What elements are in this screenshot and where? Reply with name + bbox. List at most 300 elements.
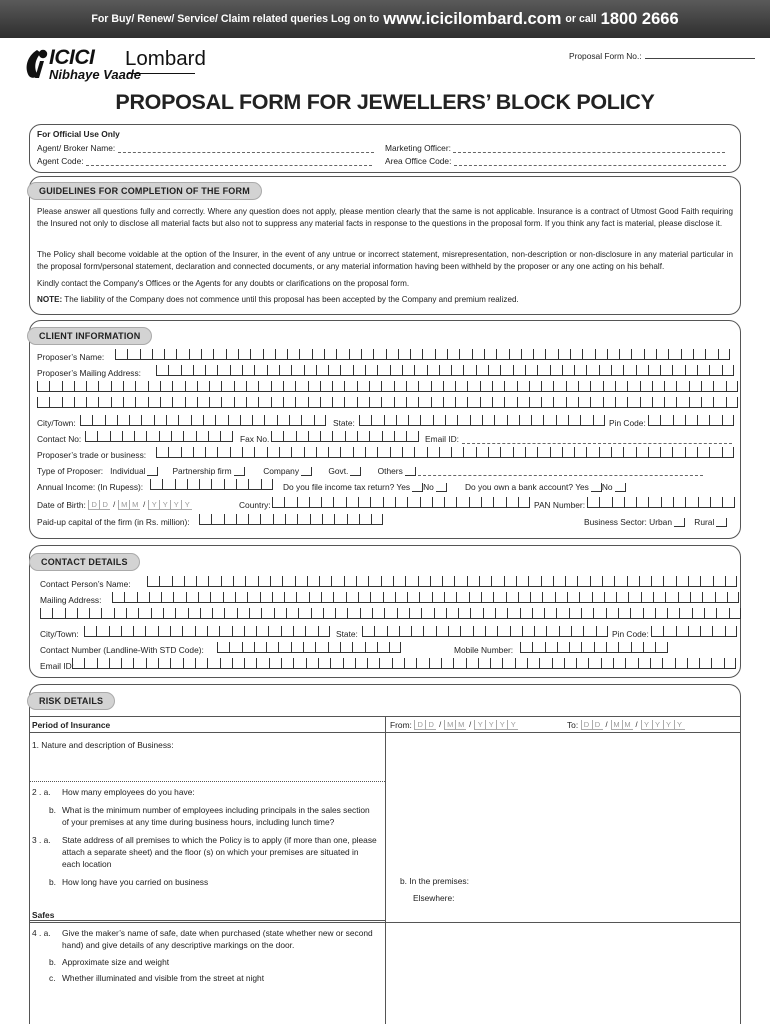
char-box[interactable]	[178, 415, 190, 426]
char-box[interactable]	[687, 658, 699, 669]
char-box[interactable]	[223, 592, 235, 603]
char-box[interactable]	[488, 365, 500, 376]
char-box[interactable]	[355, 658, 367, 669]
char-box[interactable]	[643, 642, 655, 653]
char-box[interactable]	[212, 608, 224, 619]
contact-mailing-boxes-1[interactable]	[112, 592, 739, 603]
char-box[interactable]	[226, 349, 238, 360]
char-box[interactable]	[685, 415, 697, 426]
char-box[interactable]	[407, 497, 419, 508]
char-box[interactable]	[160, 381, 172, 392]
char-box[interactable]	[652, 381, 664, 392]
char-box[interactable]	[491, 576, 503, 587]
char-box[interactable]	[710, 497, 722, 508]
char-box[interactable]	[353, 447, 365, 458]
char-box[interactable]	[359, 514, 371, 525]
char-box[interactable]	[652, 397, 664, 408]
char-box[interactable]	[663, 626, 675, 637]
char-box[interactable]	[331, 576, 343, 587]
char-box[interactable]	[406, 431, 418, 442]
char-box[interactable]	[381, 576, 393, 587]
char-box[interactable]	[397, 608, 409, 619]
char-box[interactable]	[555, 592, 567, 603]
char-box[interactable]	[527, 658, 539, 669]
char-box[interactable]	[504, 381, 516, 392]
char-box[interactable]	[311, 608, 323, 619]
char-box[interactable]	[332, 397, 344, 408]
char-box[interactable]	[408, 415, 420, 426]
char-box[interactable]	[578, 397, 590, 408]
bank-yes-checkbox[interactable]	[591, 483, 602, 492]
char-box[interactable]	[550, 447, 562, 458]
char-box[interactable]	[596, 626, 608, 637]
char-box[interactable]	[447, 349, 459, 360]
char-box[interactable]	[576, 658, 588, 669]
char-box[interactable]	[172, 397, 184, 408]
char-box[interactable]	[643, 608, 655, 619]
char-box[interactable]	[304, 447, 316, 458]
char-box[interactable]	[722, 497, 734, 508]
char-box[interactable]	[319, 576, 331, 587]
char-box[interactable]	[541, 576, 553, 587]
char-box[interactable]	[74, 381, 86, 392]
char-box[interactable]	[484, 349, 496, 360]
char-box[interactable]	[156, 447, 168, 458]
char-box[interactable]	[77, 608, 89, 619]
char-box[interactable]	[507, 415, 519, 426]
char-box[interactable]	[340, 365, 352, 376]
char-box[interactable]	[614, 576, 626, 587]
char-box[interactable]	[109, 626, 121, 637]
char-box[interactable]	[402, 447, 414, 458]
char-box[interactable]	[316, 447, 328, 458]
char-box[interactable]	[306, 658, 318, 669]
char-box[interactable]	[581, 642, 593, 653]
char-box[interactable]	[603, 397, 615, 408]
char-box[interactable]	[725, 626, 737, 637]
char-box[interactable]	[137, 592, 149, 603]
char-box[interactable]	[432, 497, 444, 508]
char-box[interactable]	[430, 576, 442, 587]
char-box[interactable]	[569, 608, 581, 619]
char-box[interactable]	[445, 415, 457, 426]
char-box[interactable]	[586, 365, 598, 376]
char-box[interactable]	[358, 497, 370, 508]
char-box[interactable]	[263, 349, 275, 360]
char-box[interactable]	[361, 349, 373, 360]
char-box[interactable]	[556, 608, 568, 619]
char-box[interactable]	[96, 626, 108, 637]
contact-state-boxes[interactable]	[362, 626, 608, 637]
char-box[interactable]	[254, 365, 266, 376]
char-box[interactable]	[278, 642, 290, 653]
char-box[interactable]	[533, 349, 545, 360]
char-box[interactable]	[542, 592, 554, 603]
char-box[interactable]	[250, 349, 262, 360]
char-box[interactable]	[209, 397, 221, 408]
char-box[interactable]	[519, 415, 531, 426]
char-box[interactable]	[689, 381, 701, 392]
char-box[interactable]	[172, 576, 184, 587]
char-box[interactable]	[183, 658, 195, 669]
char-box[interactable]	[386, 349, 398, 360]
char-box[interactable]	[242, 642, 254, 653]
char-box[interactable]	[340, 642, 352, 653]
char-box[interactable]	[213, 349, 225, 360]
char-box[interactable]	[170, 658, 182, 669]
char-box[interactable]	[395, 497, 407, 508]
char-box[interactable]	[148, 381, 160, 392]
char-box[interactable]	[237, 608, 249, 619]
char-box[interactable]	[516, 576, 528, 587]
char-box[interactable]	[562, 447, 574, 458]
char-box[interactable]	[566, 397, 578, 408]
char-box[interactable]	[711, 658, 723, 669]
char-box[interactable]	[705, 349, 717, 360]
char-box[interactable]	[476, 447, 488, 458]
char-box[interactable]	[566, 381, 578, 392]
char-box[interactable]	[148, 397, 160, 408]
char-box[interactable]	[249, 608, 261, 619]
trade-boxes[interactable]	[156, 447, 734, 458]
char-box[interactable]	[571, 626, 583, 637]
char-box[interactable]	[502, 658, 514, 669]
char-box[interactable]	[613, 658, 625, 669]
char-box[interactable]	[145, 626, 157, 637]
char-box[interactable]	[230, 447, 242, 458]
char-box[interactable]	[154, 415, 166, 426]
char-box[interactable]	[436, 626, 448, 637]
char-box[interactable]	[111, 381, 123, 392]
char-box[interactable]	[297, 514, 309, 525]
char-box[interactable]	[532, 642, 544, 653]
char-box[interactable]	[248, 479, 260, 490]
char-box[interactable]	[520, 608, 532, 619]
char-box[interactable]	[590, 381, 602, 392]
char-box[interactable]	[371, 514, 383, 525]
char-box[interactable]	[344, 381, 356, 392]
char-box[interactable]	[709, 365, 721, 376]
char-box[interactable]	[219, 626, 231, 637]
char-box[interactable]	[420, 497, 432, 508]
tax-no-checkbox[interactable]	[436, 483, 447, 492]
char-box[interactable]	[441, 658, 453, 669]
char-box[interactable]	[109, 658, 121, 669]
char-box[interactable]	[295, 576, 307, 587]
char-box[interactable]	[362, 626, 374, 637]
char-box[interactable]	[80, 415, 92, 426]
char-box[interactable]	[593, 415, 605, 426]
char-box[interactable]	[330, 658, 342, 669]
char-box[interactable]	[592, 592, 604, 603]
char-box[interactable]	[346, 592, 358, 603]
char-box[interactable]	[229, 642, 241, 653]
char-box[interactable]	[460, 626, 472, 637]
char-box[interactable]	[193, 447, 205, 458]
char-box[interactable]	[147, 576, 159, 587]
char-box[interactable]	[612, 497, 624, 508]
char-box[interactable]	[392, 658, 404, 669]
char-box[interactable]	[285, 514, 297, 525]
char-box[interactable]	[353, 365, 365, 376]
char-box[interactable]	[233, 576, 245, 587]
char-box[interactable]	[494, 415, 506, 426]
char-box[interactable]	[588, 658, 600, 669]
char-box[interactable]	[525, 447, 537, 458]
char-box[interactable]	[283, 397, 295, 408]
char-box[interactable]	[470, 608, 482, 619]
char-box[interactable]	[398, 349, 410, 360]
char-box[interactable]	[256, 658, 268, 669]
char-box[interactable]	[97, 431, 109, 442]
char-box[interactable]	[463, 447, 475, 458]
char-box[interactable]	[636, 365, 648, 376]
char-box[interactable]	[310, 514, 322, 525]
char-box[interactable]	[101, 608, 113, 619]
char-box[interactable]	[410, 349, 422, 360]
char-box[interactable]	[207, 658, 219, 669]
char-box[interactable]	[321, 592, 333, 603]
char-box[interactable]	[382, 431, 394, 442]
char-box[interactable]	[258, 576, 270, 587]
char-box[interactable]	[381, 397, 393, 408]
char-box[interactable]	[443, 397, 455, 408]
char-box[interactable]	[404, 658, 416, 669]
char-box[interactable]	[161, 592, 173, 603]
char-box[interactable]	[122, 431, 134, 442]
char-box[interactable]	[729, 608, 741, 619]
char-box[interactable]	[466, 658, 478, 669]
char-box[interactable]	[252, 415, 264, 426]
char-box[interactable]	[279, 365, 291, 376]
char-box[interactable]	[434, 608, 446, 619]
char-box[interactable]	[384, 415, 396, 426]
char-box[interactable]	[453, 658, 465, 669]
char-box[interactable]	[500, 365, 512, 376]
char-box[interactable]	[365, 447, 377, 458]
agent-name-field[interactable]	[118, 145, 374, 153]
char-box[interactable]	[232, 658, 244, 669]
char-box[interactable]	[673, 415, 685, 426]
char-box[interactable]	[309, 497, 321, 508]
char-box[interactable]	[372, 608, 384, 619]
char-box[interactable]	[727, 592, 739, 603]
char-box[interactable]	[370, 497, 382, 508]
char-box[interactable]	[347, 608, 359, 619]
char-box[interactable]	[656, 349, 668, 360]
char-box[interactable]	[660, 365, 672, 376]
char-box[interactable]	[374, 626, 386, 637]
char-box[interactable]	[636, 497, 648, 508]
char-box[interactable]	[84, 626, 96, 637]
char-box[interactable]	[158, 626, 170, 637]
contact-no-boxes[interactable]	[85, 431, 233, 442]
tax-yes-checkbox[interactable]	[412, 483, 423, 492]
char-box[interactable]	[423, 626, 435, 637]
char-box[interactable]	[333, 497, 345, 508]
char-box[interactable]	[661, 497, 673, 508]
char-box[interactable]	[98, 397, 110, 408]
char-box[interactable]	[173, 592, 185, 603]
char-box[interactable]	[667, 608, 679, 619]
char-box[interactable]	[318, 658, 330, 669]
char-box[interactable]	[37, 397, 49, 408]
char-box[interactable]	[246, 381, 258, 392]
char-box[interactable]	[175, 479, 187, 490]
proposer-name-boxes[interactable]	[115, 349, 730, 360]
char-box[interactable]	[504, 397, 516, 408]
char-box[interactable]	[467, 397, 479, 408]
char-box[interactable]	[628, 592, 640, 603]
char-box[interactable]	[470, 415, 482, 426]
char-box[interactable]	[418, 576, 430, 587]
char-box[interactable]	[271, 431, 283, 442]
char-box[interactable]	[579, 592, 591, 603]
char-box[interactable]	[624, 497, 636, 508]
char-box[interactable]	[220, 658, 232, 669]
char-box[interactable]	[663, 576, 675, 587]
char-box[interactable]	[134, 431, 146, 442]
char-box[interactable]	[627, 397, 639, 408]
from-date-boxes[interactable]: D D / M M / Y Y Y Y	[414, 720, 518, 730]
char-box[interactable]	[394, 397, 406, 408]
char-box[interactable]	[402, 365, 414, 376]
char-box[interactable]	[381, 381, 393, 392]
to-date-boxes[interactable]: D D / M M / Y Y Y Y	[581, 720, 685, 730]
char-box[interactable]	[522, 626, 534, 637]
char-box[interactable]	[279, 447, 291, 458]
char-box[interactable]	[406, 381, 418, 392]
char-box[interactable]	[688, 576, 700, 587]
char-box[interactable]	[248, 514, 260, 525]
char-box[interactable]	[185, 381, 197, 392]
char-box[interactable]	[479, 576, 491, 587]
char-box[interactable]	[697, 365, 709, 376]
char-box[interactable]	[320, 431, 332, 442]
char-box[interactable]	[208, 431, 220, 442]
char-box[interactable]	[689, 397, 701, 408]
char-box[interactable]	[648, 447, 660, 458]
char-box[interactable]	[537, 447, 549, 458]
char-box[interactable]	[482, 415, 494, 426]
char-box[interactable]	[274, 608, 286, 619]
char-box[interactable]	[544, 608, 556, 619]
char-box[interactable]	[84, 658, 96, 669]
char-box[interactable]	[603, 381, 615, 392]
char-box[interactable]	[277, 415, 289, 426]
char-box[interactable]	[234, 381, 246, 392]
mailing-boxes-1[interactable]	[156, 365, 734, 376]
char-box[interactable]	[383, 497, 395, 508]
char-box[interactable]	[407, 592, 419, 603]
char-box[interactable]	[616, 592, 628, 603]
char-box[interactable]	[291, 365, 303, 376]
char-box[interactable]	[416, 658, 428, 669]
char-box[interactable]	[618, 608, 630, 619]
char-box[interactable]	[369, 431, 381, 442]
char-box[interactable]	[678, 592, 690, 603]
char-box[interactable]	[291, 447, 303, 458]
char-box[interactable]	[546, 626, 558, 637]
char-box[interactable]	[668, 349, 680, 360]
char-box[interactable]	[234, 397, 246, 408]
char-box[interactable]	[261, 608, 273, 619]
char-box[interactable]	[261, 479, 273, 490]
char-box[interactable]	[467, 576, 479, 587]
char-box[interactable]	[268, 626, 280, 637]
char-box[interactable]	[701, 397, 713, 408]
char-box[interactable]	[295, 397, 307, 408]
char-box[interactable]	[541, 381, 553, 392]
char-box[interactable]	[369, 397, 381, 408]
char-box[interactable]	[315, 642, 327, 653]
pin-boxes[interactable]	[648, 415, 734, 426]
char-box[interactable]	[640, 381, 652, 392]
char-box[interactable]	[602, 576, 614, 587]
char-box[interactable]	[664, 381, 676, 392]
char-box[interactable]	[343, 658, 355, 669]
char-box[interactable]	[164, 349, 176, 360]
char-box[interactable]	[379, 658, 391, 669]
char-box[interactable]	[291, 642, 303, 653]
char-box[interactable]	[377, 642, 389, 653]
char-box[interactable]	[356, 576, 368, 587]
char-box[interactable]	[168, 447, 180, 458]
char-box[interactable]	[399, 626, 411, 637]
char-box[interactable]	[435, 349, 447, 360]
char-box[interactable]	[170, 626, 182, 637]
char-box[interactable]	[529, 397, 541, 408]
char-box[interactable]	[433, 415, 445, 426]
char-box[interactable]	[631, 349, 643, 360]
char-box[interactable]	[377, 447, 389, 458]
char-box[interactable]	[679, 608, 691, 619]
char-box[interactable]	[685, 365, 697, 376]
char-box[interactable]	[166, 415, 178, 426]
char-box[interactable]	[448, 626, 460, 637]
char-box[interactable]	[672, 365, 684, 376]
char-box[interactable]	[224, 479, 236, 490]
char-box[interactable]	[586, 447, 598, 458]
char-box[interactable]	[655, 642, 667, 653]
char-box[interactable]	[421, 608, 433, 619]
char-box[interactable]	[582, 349, 594, 360]
agent-code-field[interactable]	[86, 158, 372, 166]
char-box[interactable]	[245, 576, 257, 587]
char-box[interactable]	[151, 608, 163, 619]
char-box[interactable]	[62, 397, 74, 408]
char-box[interactable]	[37, 381, 49, 392]
char-box[interactable]	[726, 397, 738, 408]
char-box[interactable]	[352, 642, 364, 653]
char-box[interactable]	[258, 381, 270, 392]
char-box[interactable]	[395, 592, 407, 603]
char-box[interactable]	[312, 349, 324, 360]
char-box[interactable]	[559, 626, 571, 637]
char-box[interactable]	[556, 415, 568, 426]
char-box[interactable]	[127, 349, 139, 360]
char-box[interactable]	[543, 415, 555, 426]
landline-boxes[interactable]	[217, 642, 401, 653]
char-box[interactable]	[272, 497, 284, 508]
char-box[interactable]	[357, 431, 369, 442]
char-box[interactable]	[722, 365, 734, 376]
char-box[interactable]	[615, 397, 627, 408]
char-box[interactable]	[574, 365, 586, 376]
char-box[interactable]	[275, 349, 287, 360]
others-checkbox[interactable]	[405, 467, 416, 476]
char-box[interactable]	[611, 365, 623, 376]
